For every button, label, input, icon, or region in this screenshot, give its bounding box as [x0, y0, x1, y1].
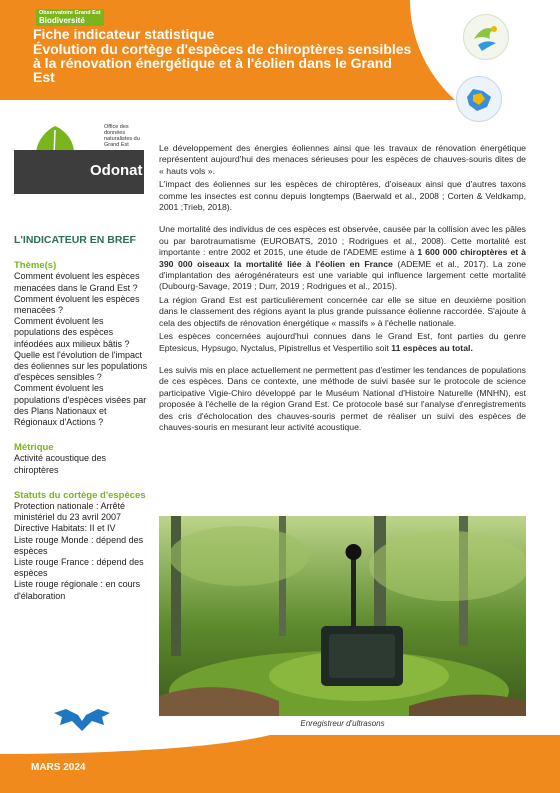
paragraph: La région Grand Est est particulièrement concernée car elle se situe en deuxième position dans le classement des régions ayant la plus grande puissance éolienne raccordée. S'ajoute à cela des objectifs de rénovation énergétique « massifs » à l'échelle nationale.	[159, 294, 526, 328]
theme-item: Comment évoluent les populations des espèces inféodées aux milieux bâtis ?	[14, 316, 130, 349]
publication-date: MARS 2024	[31, 762, 86, 773]
brand-badge	[36, 9, 104, 26]
photo-caption: Enregistreur d'ultrasons	[300, 719, 385, 728]
bat-icon	[52, 705, 112, 733]
paragraph	[159, 224, 526, 292]
theme-item: Comment évoluent les espèces menacées dans le Grand Est ?	[14, 271, 140, 293]
sidebar	[14, 235, 152, 602]
recorder-photo	[159, 516, 526, 716]
doc-type: Fiche indicateur statistique	[33, 26, 215, 42]
main-text	[159, 143, 526, 435]
sidebar-heading: L'INDICATEUR EN BREF	[14, 234, 136, 246]
metric-title: Métrique	[14, 442, 54, 454]
theme-item: Comment évoluent les populations d'espèces visées par des Plans Nationaux et Régionaux d'Actions ?	[14, 383, 147, 428]
paragraph: L'impact des éoliennes sur les espèces de chiroptères, d'oiseaux ainsi que d'autres taxons comme les insectes est connu depuis longtemps (Baerwald et al., 2008 ; Corten & Veldkamp, 2001 ;Trieb, 2018).	[159, 179, 526, 213]
status-item: Liste rouge France : dépend des espèces	[14, 557, 144, 579]
paragraph-text: Les espèces concernées aujourd'hui connues dans le Grand Est, font parties du genre Eptesicus, Hypsugo, Nyctalus, Pipistrellus et Vespertilio soit	[159, 331, 526, 353]
paragraph-text: (ADEME et al., 2017). La zone d'implantation des aérogénérateurs est une variable qui influence largement cette mortalité (Dubourg-Savage, 2019 ; Durr, 2019 ; Rodrigues et al., 2015).	[159, 258, 526, 292]
status-item: Liste rouge Monde : dépend des espèces	[14, 534, 144, 556]
status-item: Liste rouge régionale : en cours d'élaboration	[14, 579, 141, 601]
bird-bat-logo-icon	[463, 14, 509, 60]
metric-text: Activité acoustique des chiroptères	[14, 453, 107, 475]
paragraph: Les suivis mis en place actuellement ne permettent pas d'estimer les tendances de populations de ces espèces. Dans ce contexte, une méthode de suivi basée sur le protocole de science participative Vigie-Chiro développé par le Muséum National d'Histoire Naturelle (MNHN), est proposée à l'échelle de la région Grand Est. Ce protocole basé sur l'analyse d'enregistrements des cris d'écholocation des chauves-souris permet de réaliser un suivi des espèces de chauves-souris en mesurant leur activité acoustique.	[159, 364, 526, 432]
theme-item: Quelle est l'évolution de l'impact des éoliennes sur les populations d'espèces sensibles ?	[14, 349, 148, 383]
odonat-name: Odonat	[90, 162, 143, 179]
status-title: Statuts du cortège d'espèces	[14, 489, 146, 501]
odonat-office-text: Office des données naturalistes du Grand Est	[104, 124, 140, 148]
region-map-icon	[456, 76, 502, 122]
brand-main: Biodiversité	[39, 16, 85, 25]
highlight-text: 11 espèces au total.	[391, 342, 473, 353]
paragraph-text: Une mortalité des individus de ces espèces est observée, causée par la collision avec les pâles ou par barotraumatisme (EUROBATS, 2010 ; Rodrigues et al., 2008). Cette mortalité est importante : entre 2002 et 2015, une étude de l'ADEME estime à	[159, 224, 527, 258]
status-item: Protection nationale : Arrêté ministériel du 23 avril 2007	[14, 501, 126, 523]
page-title: Évolution du cortège d'espèces de chiroptères sensibles à la rénovation énergétique et à l'éolien dans le Grand Est	[33, 41, 412, 85]
theme-title: Thème(s)	[14, 260, 57, 272]
theme-item: Comment évoluent les espèces menacées ?	[14, 293, 140, 316]
odonat-logo	[14, 124, 150, 194]
paragraph: Le développement des énergies éoliennes ainsi que les travaux de rénovation énergétique représentent aujourd'hui des menaces sérieuses pour les espèces de chauves-souris dites de « hauts vols ».	[159, 143, 526, 176]
highlight-text: 1 600 000 chiroptères et à 390 000 oiseaux la mortalité liée à l'éolien en France	[159, 247, 526, 269]
brand-top: Observatoire Grand Est	[39, 10, 101, 16]
paragraph	[159, 331, 526, 354]
status-item: Directive Habitats: II et IV	[14, 523, 116, 534]
